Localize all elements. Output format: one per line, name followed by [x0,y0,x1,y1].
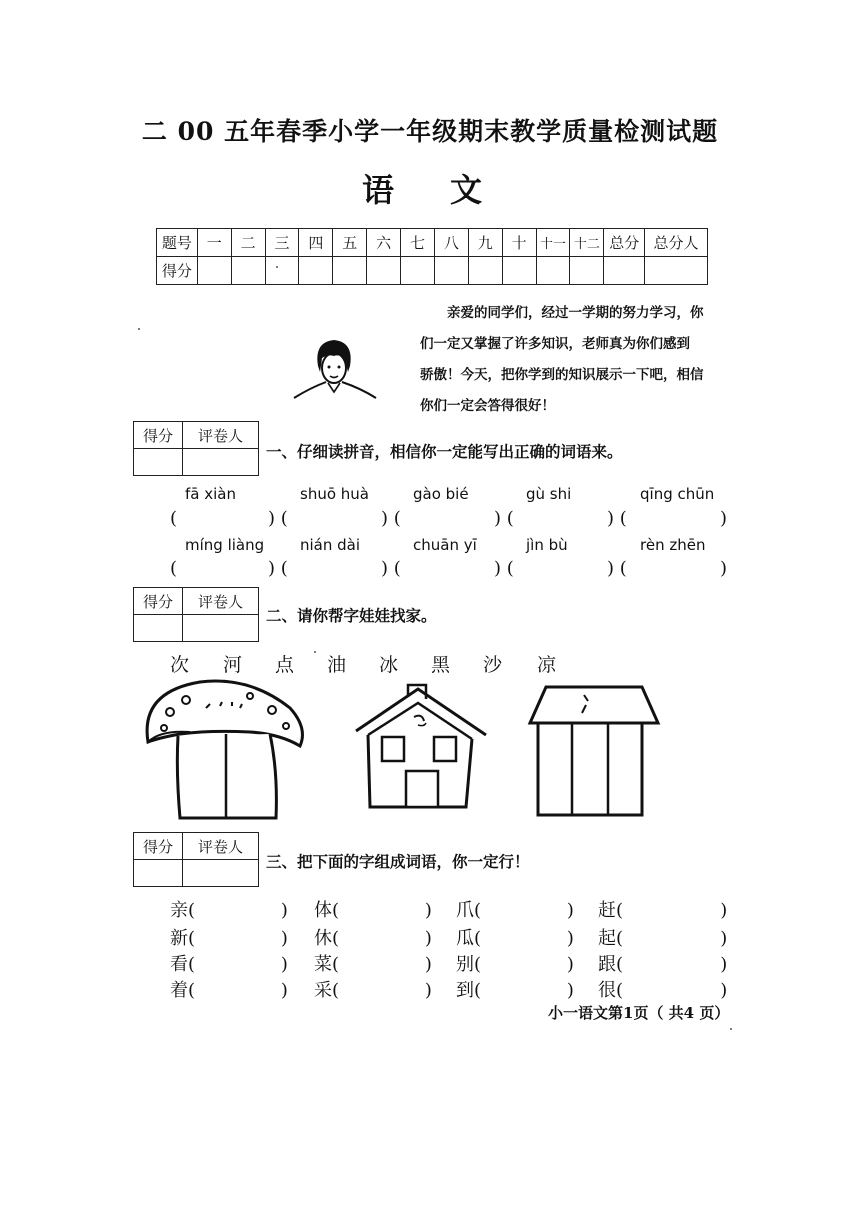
intro-text [420,298,740,422]
char-item: 沙 [483,654,503,676]
grader-box-1 [133,421,259,476]
word-blank[interactable]: ( ) [616,980,728,1001]
word-blank[interactable]: ( ) [188,900,288,921]
answer-blank-open[interactable]: ( [170,508,178,529]
word-char: 体 [314,900,332,921]
answer-blank-pair[interactable]: ) ( [607,508,627,529]
grader-score-label: 得分 [134,588,183,615]
word-char: 着 [170,980,188,1001]
score-header-cell: 七 [401,229,435,257]
grader-label: 评卷人 [183,588,259,615]
intro-line: 亲爱的同学们，经过一学期的努力学习，你 [447,305,704,321]
answer-blank-close[interactable]: ) [720,508,728,529]
score-cell[interactable] [536,257,570,285]
mushroom-house-icon [130,672,310,824]
word-char: 休 [314,928,332,949]
pinyin-1-4: gù shi [526,485,572,503]
teacher-portrait-icon [288,336,383,401]
word-char: 跟 [598,954,616,975]
word-char: 很 [598,980,616,1001]
word-blank[interactable]: ( ) [474,954,574,975]
score-cell[interactable] [299,257,333,285]
char-item: 油 [327,654,347,676]
pinyin-2-2: nián dài [300,536,361,554]
score-header-cell: 总分 [604,229,645,257]
word-blank[interactable]: ( ) [616,928,728,949]
answer-blank-pair[interactable]: ) ( [494,508,514,529]
word-blank[interactable]: ( ) [332,900,432,921]
scan-speck [314,651,316,653]
intro-line: 们一定又掌握了许多知识，老师真为你们感到 [420,336,690,352]
grader-score-label: 得分 [134,833,183,860]
answer-blank-pair[interactable]: ) ( [268,558,288,579]
char-item: 次 [170,654,190,676]
pinyin-1-5: qīng chūn [640,485,715,503]
section2-heading: 二、请你帮字娃娃找家。 [266,606,437,625]
score-cell[interactable] [401,257,435,285]
subject-title: 语文 [361,171,538,209]
word-blank[interactable]: ( ) [188,928,288,949]
answer-blank-open[interactable]: ( [170,558,178,579]
char-item: 河 [223,654,243,676]
grader-box-3 [133,832,259,887]
word-char: 新 [170,928,188,949]
score-table [156,228,708,285]
score-cell[interactable] [265,257,299,285]
pinyin-1-3: gào bié [413,485,469,503]
word-char: 采 [314,980,332,1001]
word-blank[interactable]: ( ) [616,900,728,921]
answer-blank-close[interactable]: ) [720,558,728,579]
score-table-value-row [157,257,708,285]
grader-name-cell[interactable] [183,449,259,476]
word-blank[interactable]: ( ) [474,928,574,949]
exam-title: 二 00 五年春季小学一年级期末教学质量检测试题 [141,117,719,146]
score-cell[interactable] [645,257,708,285]
score-header-cell: 十一 [536,229,570,257]
word-blank[interactable]: ( ) [188,954,288,975]
char-item: 冰 [379,654,399,676]
grader-score-cell[interactable] [134,449,183,476]
score-cell[interactable] [367,257,401,285]
word-char: 起 [598,928,616,949]
score-header-cell: 五 [333,229,367,257]
answer-blank-pair[interactable]: ) ( [607,558,627,579]
grader-score-cell[interactable] [134,860,183,887]
word-blank[interactable]: ( ) [188,980,288,1001]
word-char: 爪 [456,900,474,921]
word-blank[interactable]: ( ) [332,954,432,975]
score-cell[interactable] [570,257,604,285]
char-item: 凉 [537,654,557,676]
score-header-cell: 题号 [157,229,198,257]
grader-score-label: 得分 [134,422,183,449]
word-char: 别 [456,954,474,975]
intro-line: 你们一定会答得很好！ [420,398,555,414]
pinyin-1-1: fā xiàn [185,485,236,503]
word-char: 看 [170,954,188,975]
scan-speck [138,328,140,330]
scan-speck [730,1028,732,1030]
score-header-cell: 一 [197,229,231,257]
word-blank[interactable]: ( ) [616,954,728,975]
char-item: 点 [275,654,295,676]
answer-blank-pair[interactable]: ) ( [268,508,288,529]
section1-heading: 一、仔细读拼音，相信你一定能写出正确的词语来。 [266,442,623,461]
word-blank[interactable]: ( ) [474,980,574,1001]
intro-line: 骄傲！今天，把你学到的知识展示一下吧，相信 [420,367,704,383]
score-header-cell: 二 [231,229,265,257]
answer-blank-pair[interactable]: ) ( [381,558,401,579]
score-header-cell: 十 [502,229,536,257]
grader-name-cell[interactable] [183,615,259,642]
score-cell[interactable] [604,257,645,285]
pinyin-2-4: jìn bù [526,536,568,554]
word-char: 亲 [170,900,188,921]
word-blank[interactable]: ( ) [474,900,574,921]
pitched-roof-house-icon [352,683,492,811]
score-header-cell: 总分人 [645,229,708,257]
score-header-cell: 九 [468,229,502,257]
score-header-cell: 八 [434,229,468,257]
page-number: 小一语文第1页（ 共4 页） [548,1004,730,1022]
score-header-cell: 四 [299,229,333,257]
answer-blank-pair[interactable]: ) ( [381,508,401,529]
score-cell[interactable] [468,257,502,285]
word-blank[interactable]: ( ) [332,980,432,1001]
grader-box-2 [133,587,259,642]
word-blank[interactable]: ( ) [332,928,432,949]
score-cell[interactable] [197,257,231,285]
score-header-cell: 三 [265,229,299,257]
char-item: 黑 [431,654,451,676]
answer-blank-pair[interactable]: ) ( [494,558,514,579]
word-char: 瓜 [456,928,474,949]
pinyin-2-3: chuān yī [413,536,477,554]
pinyin-2-5: rèn zhēn [640,536,706,554]
word-char: 菜 [314,954,332,975]
grader-label: 评卷人 [183,422,259,449]
flat-roof-house-icon [526,683,661,818]
score-cell[interactable] [333,257,367,285]
grader-label: 评卷人 [183,833,259,860]
score-cell[interactable] [231,257,265,285]
pinyin-2-1: míng liàng [185,536,265,554]
score-table-header-row [157,229,708,257]
word-char: 到 [456,980,474,1001]
score-cell[interactable] [434,257,468,285]
scan-speck [276,266,278,268]
score-header-cell: 十二 [570,229,604,257]
grader-score-cell[interactable] [134,615,183,642]
score-header-cell: 六 [367,229,401,257]
word-char: 赶 [598,900,616,921]
grader-name-cell[interactable] [183,860,259,887]
score-row-label: 得分 [157,257,198,285]
score-cell[interactable] [502,257,536,285]
pinyin-1-2: shuō huà [300,485,369,503]
section3-heading: 三、把下面的字组成词语，你一定行！ [266,852,530,871]
